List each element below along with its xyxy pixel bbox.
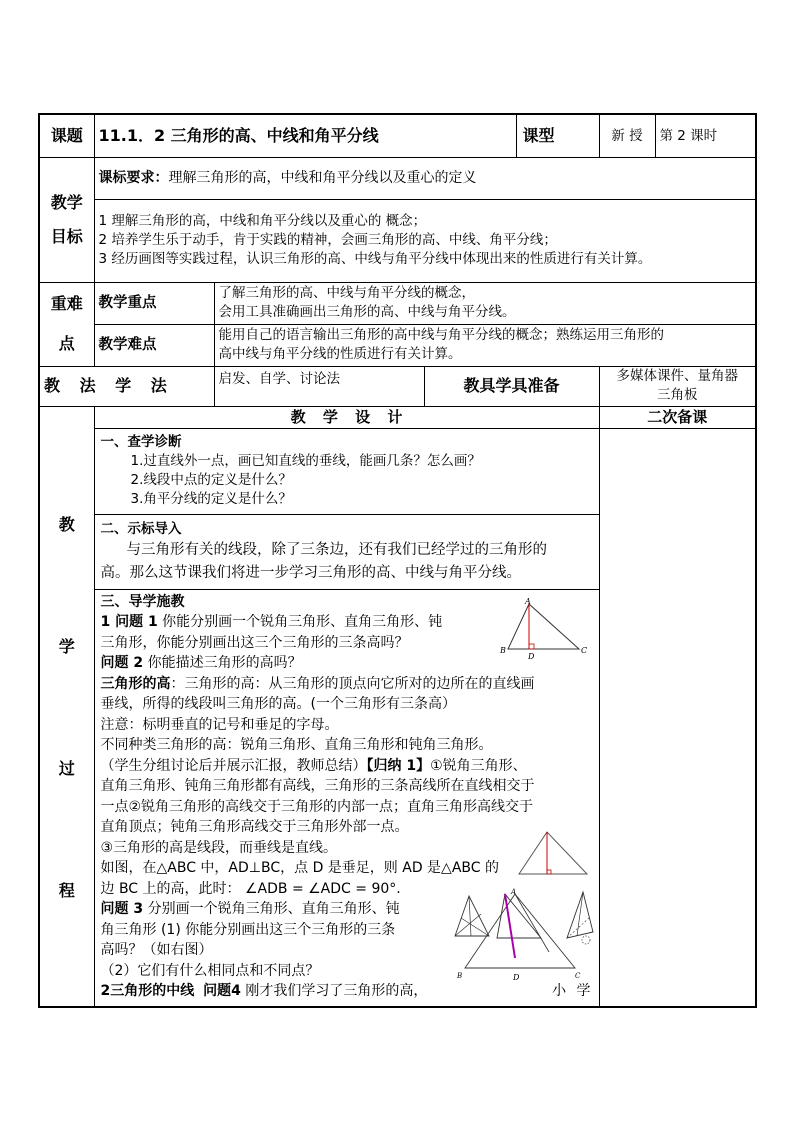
design-header-row [39, 406, 756, 428]
type-label: 课型 [516, 114, 599, 157]
objective-items-row [39, 199, 756, 282]
altitude-def-text: ：三角形的高：从三角形的顶点向它所对的边所在的直线画 [170, 675, 535, 692]
example-line: 如图，在△ABC 中，AD⊥BC，点 D 是垂足，则 AD 是△ABC 的 [100, 860, 499, 876]
objective-items [94, 199, 756, 282]
section2-line: 与三角形有关的线段，除了三条边，还有我们已经学过的三角形的 [126, 541, 547, 558]
summary-line: ③三角形的高是线段，而垂线是直线。 [100, 839, 338, 856]
process-char: 学 [58, 636, 75, 656]
design-header: 教 学 设 计 [94, 406, 599, 428]
keypoints-label-line2: 点 [58, 334, 75, 353]
tools-value [599, 366, 756, 406]
focus-row [39, 282, 756, 324]
process-char: 过 [58, 758, 75, 778]
process-char: 程 [58, 880, 75, 900]
summary-text: ①锐角三角形、 [430, 757, 527, 774]
section1-line: 2.线段中点的定义是什么？ [130, 471, 292, 488]
focus-label: 教学重点 [94, 282, 214, 324]
question1-text: 你能分别画一个锐角三角形、直角三角形、钝 [157, 614, 443, 630]
figure3-label-c: C [574, 971, 580, 980]
header-row [39, 114, 756, 157]
section2-line: 高。那么这节课我们将进一步学习三角形的高、中线与角平分线。 [100, 564, 521, 581]
three-altitudes-figure [449, 888, 597, 984]
highlight-altitude [505, 894, 515, 958]
figure3-label-b: B [456, 971, 462, 980]
triangle-shape [519, 832, 587, 874]
standard-text: 理解三角形的高，中线和角平分线以及重心的定义 [168, 170, 477, 186]
section2-title: 二、示标导入 [100, 520, 182, 537]
summary-line: 一点②锐角三角形的高线交于三角形的内部一点；直角三角形高线交于 [100, 798, 534, 815]
altitude-figure-2 [515, 828, 595, 880]
altitude-def-label: 三角形的高 [100, 675, 171, 692]
type-value: 新 授 [599, 114, 655, 157]
focus-line: 会用工具准确画出三角形的高、中线与角平分线。 [218, 304, 516, 320]
tools-line: 多媒体课件、量角器 [616, 368, 739, 384]
topic-title: 11.1．2 三角形的高、中线和角平分线 [94, 114, 516, 157]
example-line: 边 BC 上的高，此时： ∠ADB = ∠ADC = 90°. [100, 880, 401, 897]
question2-text: 你能描述三角形的高吗？ [143, 655, 302, 671]
note-text: 注意：标明垂直的记号和垂足的字母。 [100, 716, 339, 733]
methods-row [39, 366, 756, 406]
question3-text: 分别画一个锐角三角形、直角三角形、钝 [143, 901, 400, 917]
tail-text: 小 学 [552, 983, 591, 999]
difficulty-label: 教学难点 [94, 324, 214, 366]
kinds-text: 不同种类三角形的高：锐角三角形、直角三角形和钝角三角形。 [100, 737, 493, 753]
vertex-label-a: A [524, 597, 531, 606]
period-value: 第 2 课时 [655, 114, 756, 157]
section1-title: 一、查学诊断 [100, 433, 182, 450]
objectives-label-line1: 教学 [50, 192, 83, 212]
focus-content [214, 282, 756, 324]
summary-label: 【归纳 1】 [366, 757, 431, 774]
section2-cell [94, 514, 599, 589]
second-prep-cell [599, 428, 756, 1007]
tools-line: 三角板 [657, 387, 698, 403]
keypoints-label [39, 282, 94, 366]
question3-line: 高吗？（如右图） [100, 942, 213, 958]
question1-label: 1 问题 1 [100, 614, 158, 630]
figure3-label-d: D [512, 972, 519, 982]
section1-cell [94, 428, 599, 514]
methods-value: 启发、自学、讨论法 [214, 366, 424, 406]
lesson-plan-table [38, 113, 757, 1008]
process-char: 教 [58, 514, 75, 534]
focus-line: 了解三角形的高、中线与角平分线的概念， [218, 285, 475, 301]
section1-line: 3.角平分线的定义是什么？ [130, 490, 292, 507]
objectives-label-line2: 目标 [50, 226, 83, 246]
standard-row [39, 157, 756, 199]
summary-line: 直角三角形、钝角三角形都有高线，三角形的三条高线所在直线相交于 [100, 778, 535, 794]
objective-item: 1 理解三角形的高，中线和角平分线以及重心的 概念； [98, 213, 427, 229]
objective-item: 2 培养学生乐于动手，肯于实践的精神，会画三角形的高、中线、角平分线； [98, 232, 557, 248]
objective-item: 3 经历画图等实践过程，认识三角形的高、中线与角平分线中体现出来的性质进行有关计算。 [98, 251, 652, 267]
keypoints-label-line1: 重难 [50, 294, 83, 313]
altitude-figure-1 [500, 598, 590, 660]
tools-label: 教具学具准备 [424, 366, 599, 406]
summary-line: 直角顶点；钝角三角形高线交于三角形外部一点。 [100, 819, 409, 835]
question3-label: 问题 3 [100, 901, 144, 917]
section1-line: 1.过直线外一点，画已知直线的垂线，能画几条？怎么画？ [130, 452, 481, 469]
vertex-label-c: C [580, 645, 587, 655]
lesson-plan-page [38, 113, 755, 1011]
topic-label: 课题 [39, 114, 94, 157]
section3-title: 三、导学施教 [100, 593, 185, 610]
question4-text: 刚才我们学习了三角形的高， [240, 983, 428, 999]
acute-triangle [455, 896, 489, 936]
figure3-label-a: A [510, 887, 516, 896]
question3-line: 角三角形 (1) 你能分别画出这三个三角形的三条 [100, 921, 396, 938]
vertex-label-b: B [499, 645, 506, 655]
section3-cell [94, 589, 599, 1007]
altitude-def-text-cont: 垂线，所得的线段叫三角形的高。(一个三角形有三条高） [100, 696, 456, 712]
question3-line: （2）它们有什么相同点和不同点？ [100, 962, 320, 979]
triangle-shape [508, 604, 579, 649]
objectives-label [39, 157, 94, 282]
right-angle-mark [529, 644, 534, 649]
second-prep-header: 二次备课 [599, 406, 756, 428]
standard-label: 课标要求： [98, 170, 169, 186]
question2-label: 问题 2 [100, 655, 144, 671]
vertex-label-d: D [527, 651, 534, 660]
difficulty-line: 能用自己的语言输出三角形的高中线与角平分线的概念；熟练运用三角形的 [218, 327, 664, 343]
difficulty-row [39, 324, 756, 366]
section1-row [39, 428, 756, 514]
summary-pre: （学生分组讨论后并展示汇报，教师总结） [100, 757, 367, 774]
process-side-label [39, 406, 94, 1007]
methods-label: 教 法 学 法 [39, 366, 214, 406]
standard-cell [94, 157, 756, 199]
question4-label: 问题4 [203, 983, 241, 999]
median-heading: 2三角形的中线 [100, 983, 195, 999]
right-angle-mark [547, 870, 551, 874]
difficulty-content [214, 324, 756, 366]
question1-text-cont: 三角形，你能分别画出这三个三角形的三条高吗？ [100, 634, 409, 651]
difficulty-line: 高中线与角平分线的性质进行有关计算。 [218, 346, 462, 362]
